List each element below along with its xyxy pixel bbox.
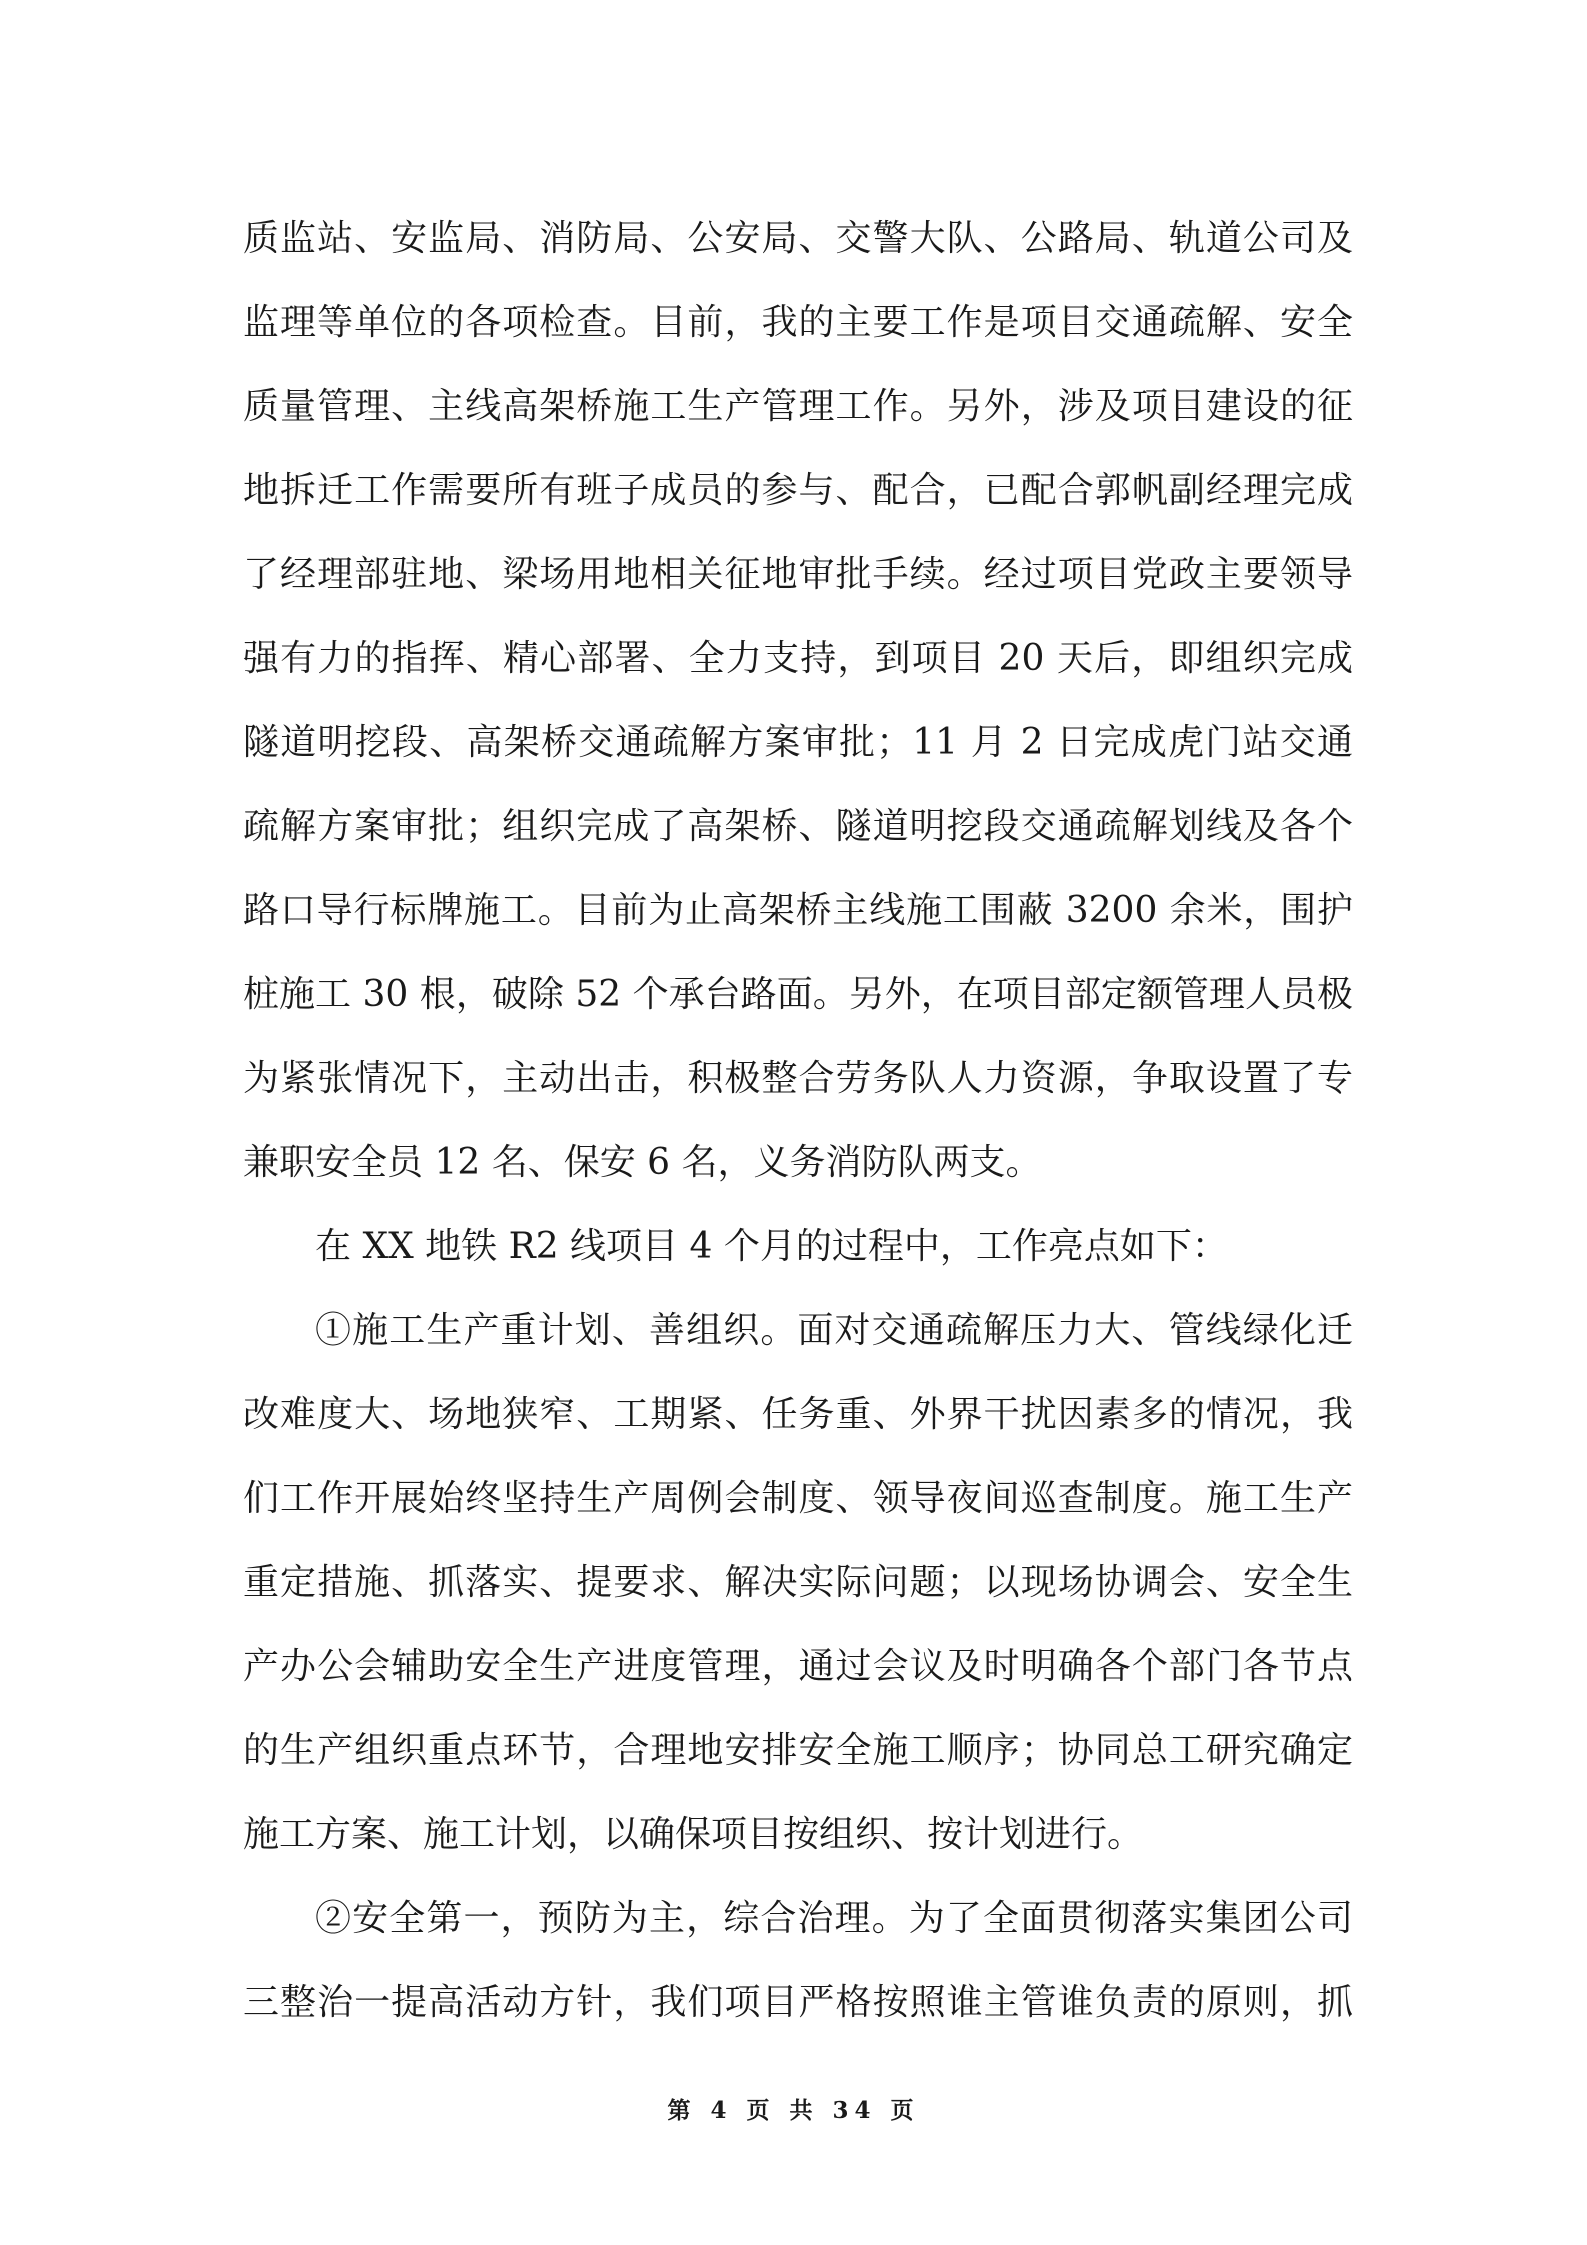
text-line: 了经理部驻地、梁场用地相关征地审批手续。经过项目党政主要领导 <box>243 554 1353 595</box>
text-line: ①施工生产重计划、善组织。面对交通疏解压力大、管线绿化迁 <box>315 1310 1353 1351</box>
text-line: 在 XX 地铁 R2 线项目 4 个月的过程中，工作亮点如下： <box>315 1226 1228 1267</box>
text-line: ②安全第一，预防为主，综合治理。为了全面贯彻落实集团公司 <box>315 1898 1353 1939</box>
text-line: 产办公会辅助安全生产进度管理，通过会议及时明确各个部门各节点 <box>243 1646 1353 1687</box>
text-line: 为紧张情况下，主动出击，积极整合劳务队人力资源，争取设置了专 <box>243 1058 1353 1099</box>
text-line: 监理等单位的各项检查。目前，我的主要工作是项目交通疏解、安全 <box>243 302 1353 343</box>
text-line: 改难度大、场地狭窄、工期紧、任务重、外界干扰因素多的情况，我 <box>243 1394 1353 1435</box>
text-line: 质量管理、主线高架桥施工生产管理工作。另外，涉及项目建设的征 <box>243 386 1353 427</box>
text-line: 疏解方案审批；组织完成了高架桥、隧道明挖段交通疏解划线及各个 <box>243 806 1353 847</box>
text-line: 的生产组织重点环节，合理地安排安全施工顺序；协同总工研究确定 <box>243 1730 1353 1771</box>
text-line: 质监站、安监局、消防局、公安局、交警大队、公路局、轨道公司及 <box>243 218 1353 259</box>
text-line: 施工方案、施工计划，以确保项目按组织、按计划进行。 <box>243 1814 1144 1855</box>
text-line: 路口导行标牌施工。目前为止高架桥主线施工围蔽 3200 余米，围护 <box>243 890 1353 931</box>
text-line: 们工作开展始终坚持生产周例会制度、领导夜间巡查制度。施工生产 <box>243 1478 1353 1519</box>
text-line: 三整治一提高活动方针，我们项目严格按照谁主管谁负责的原则，抓 <box>243 1982 1353 2023</box>
text-line: 桩施工 30 根，破除 52 个承台路面。另外，在项目部定额管理人员极 <box>243 974 1353 1015</box>
text-line: 隧道明挖段、高架桥交通疏解方案审批；11 月 2 日完成虎门站交通 <box>243 722 1353 763</box>
page-number-footer: 第 4 页 共 34 页 <box>667 2097 920 2124</box>
text-line: 重定措施、抓落实、提要求、解决实际问题；以现场协调会、安全生 <box>243 1562 1353 1603</box>
body-text <box>243 197 1353 2045</box>
text-line: 强有力的指挥、精心部署、全力支持，到项目 20 天后，即组织完成 <box>243 638 1353 679</box>
text-line: 兼职安全员 12 名、保安 6 名，义务消防队两支。 <box>243 1142 1042 1183</box>
text-line: 地拆迁工作需要所有班子成员的参与、配合，已配合郭帆副经理完成 <box>243 470 1353 511</box>
